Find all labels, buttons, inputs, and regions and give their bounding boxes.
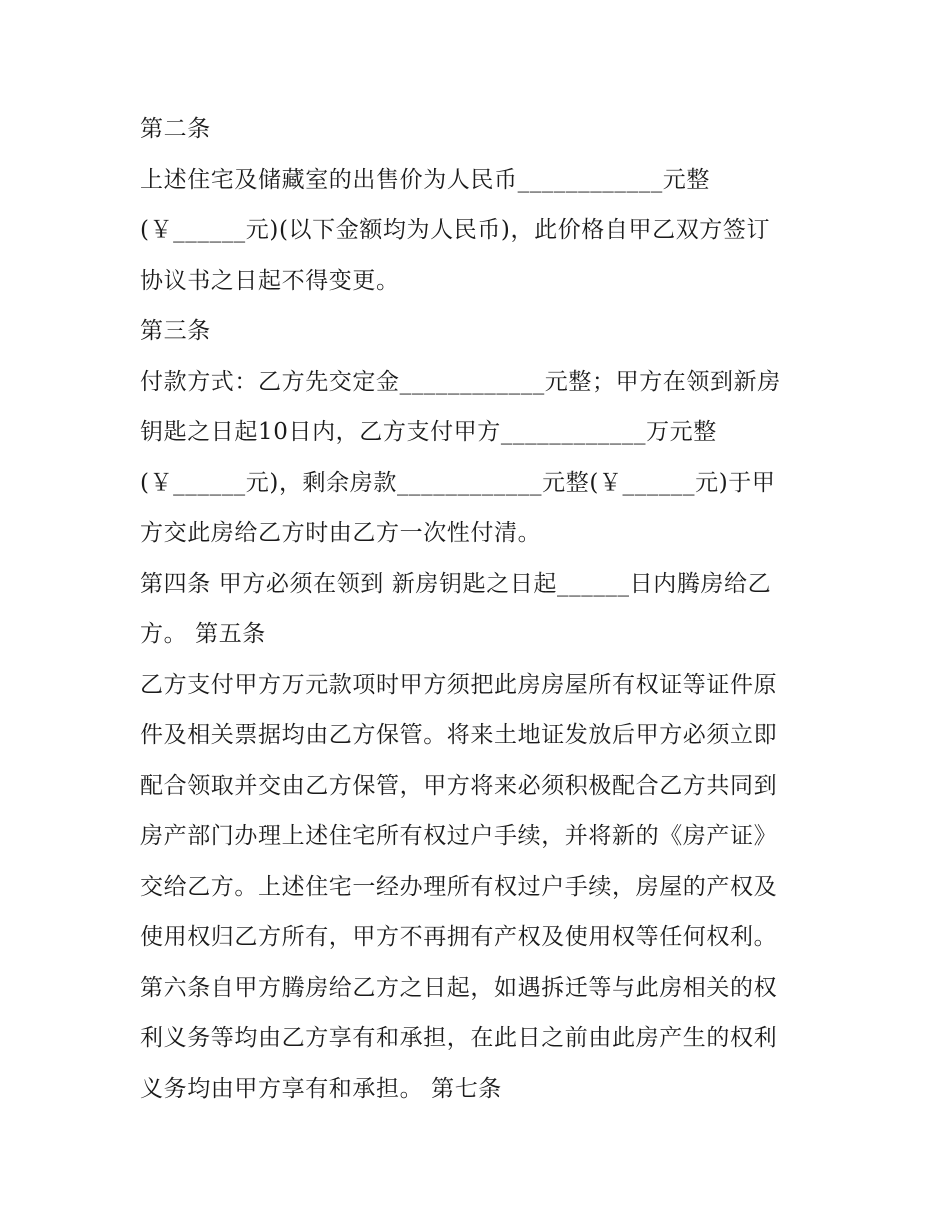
article-2-text-line-2: (￥______元)(以下金额均为人民币)，此价格自甲乙双方签订 — [140, 217, 771, 243]
article-3-heading: 第三条 — [140, 318, 211, 344]
article-3-text-line-1: 付款方式：乙方先交定金____________元整；甲方在领到新房 — [140, 369, 781, 395]
article-4-text-line-2: 方。 第五条 — [140, 621, 266, 647]
article-3-text-line-2: 钥匙之日起10日内，乙方支付甲方____________万元整 — [140, 419, 717, 445]
article-3-text-line-3: (￥______元)，剩余房款____________元整(￥______元)于甲 — [140, 470, 776, 496]
article-5-text-line-4: 房产部门办理上述住宅所有权过户手续，并将新的《房产证》 — [140, 823, 778, 849]
article-6-text-line-3: 义务均由甲方享有和承担。 第七条 — [140, 1076, 502, 1102]
article-3-text-line-4: 方交此房给乙方时由乙方一次性付清。 — [140, 520, 542, 546]
article-2-heading: 第二条 — [140, 116, 211, 142]
article-4-text-line-1: 第四条 甲方必须在领到 新房钥匙之日起______日内腾房给乙 — [140, 571, 772, 597]
article-5-text-line-5: 交给乙方。上述住宅一经办理所有权过户手续，房屋的产权及 — [140, 874, 778, 900]
article-2-text-line-1: 上述住宅及储藏室的出售价为人民币____________元整 — [140, 167, 710, 193]
article-5-text-line-3: 配合领取并交由乙方保管，甲方将来必须积极配合乙方共同到 — [140, 773, 778, 799]
article-6-text-line-1: 第六条自甲方腾房给乙方之日起，如遇拆迁等与此房相关的权 — [140, 975, 778, 1001]
article-2-text-line-3: 协议书之日起不得变更。 — [140, 268, 400, 294]
article-5-text-line-1: 乙方支付甲方万元款项时甲方须把此房房屋所有权证等证件原 — [140, 672, 778, 698]
article-5-text-line-6: 使用权归乙方所有，甲方不再拥有产权及使用权等任何权利。 — [140, 924, 778, 950]
article-6-text-line-2: 利义务等均由乙方享有和承担，在此日之前由此房产生的权利 — [140, 1025, 778, 1051]
article-5-text-line-2: 件及相关票据均由乙方保管。将来土地证发放后甲方必须立即 — [140, 722, 778, 748]
